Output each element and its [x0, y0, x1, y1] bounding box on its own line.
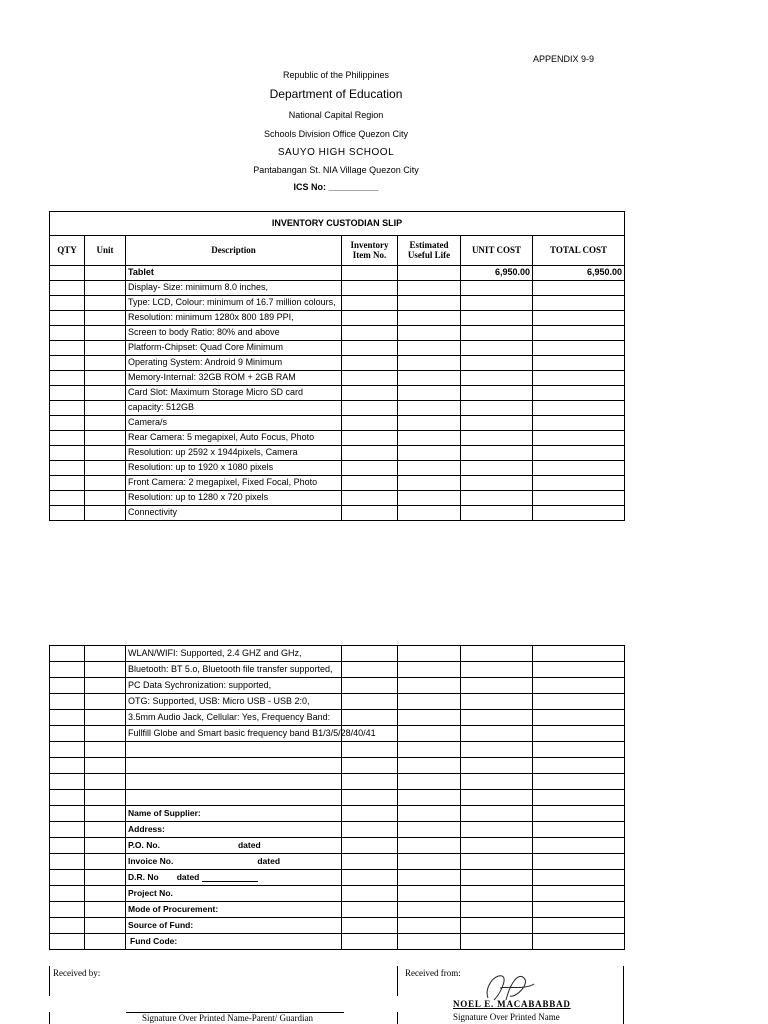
table-cell — [342, 662, 398, 678]
item-description: PC Data Sychronization: supported, — [126, 678, 342, 694]
col-inventory-item-no: Inventory Item No. — [342, 236, 398, 266]
table-row — [50, 476, 625, 491]
table-cell — [50, 386, 85, 401]
table-cell — [398, 446, 461, 461]
supplier-row — [50, 870, 625, 886]
table-cell — [461, 326, 533, 341]
table-row — [50, 461, 625, 476]
table-cell — [461, 758, 533, 774]
table-cell — [342, 678, 398, 694]
table-row — [50, 341, 625, 356]
table-cell — [50, 296, 85, 311]
table-cell — [398, 506, 461, 521]
table-cell — [461, 461, 533, 476]
table-cell — [342, 742, 398, 758]
table-cell — [398, 326, 461, 341]
table-row — [50, 662, 625, 678]
table-cell — [342, 476, 398, 491]
table-cell — [533, 790, 625, 806]
item-description: Resolution: up to 1920 x 1080 pixels — [126, 461, 342, 476]
table-cell — [50, 506, 85, 521]
table-cell — [342, 446, 398, 461]
table-cell — [85, 401, 126, 416]
table-cell — [50, 401, 85, 416]
col-qty: QTY — [50, 236, 85, 266]
table-cell — [342, 646, 398, 662]
item-description — [126, 790, 342, 806]
item-description: Rear Camera: 5 megapixel, Auto Focus, Photo — [126, 431, 342, 446]
table-cell — [342, 774, 398, 790]
table-cell — [398, 431, 461, 446]
table-cell — [342, 371, 398, 386]
table-cell — [461, 662, 533, 678]
table-row — [50, 726, 625, 742]
col-description: Description — [126, 236, 342, 266]
table-row — [50, 790, 625, 806]
table-cell — [398, 726, 461, 742]
table-cell — [398, 694, 461, 710]
right-border — [623, 966, 624, 1024]
table-cell — [50, 758, 85, 774]
table-cell — [398, 646, 461, 662]
table-cell — [342, 386, 398, 401]
po-number-label: P.O. No. — [128, 839, 160, 850]
table-cell — [85, 356, 126, 371]
table-cell — [50, 341, 85, 356]
table-cell — [533, 341, 625, 356]
table-cell — [342, 431, 398, 446]
po-dated-label: dated — [237, 839, 261, 850]
table-cell — [342, 506, 398, 521]
project-number-label: Project No. — [126, 886, 342, 902]
source-of-fund-label: Source of Fund: — [126, 918, 342, 934]
table-row — [50, 416, 625, 431]
table-row — [50, 742, 625, 758]
middle-border-lower — [397, 1012, 398, 1024]
table-cell — [50, 311, 85, 326]
table-cell — [50, 710, 85, 726]
unit-cost-value: 6,950.00 — [461, 266, 533, 281]
table-cell — [461, 341, 533, 356]
table-row — [50, 281, 625, 296]
table-cell — [398, 401, 461, 416]
table-cell — [533, 401, 625, 416]
appendix-label: APPENDIX 9-9 — [533, 54, 595, 64]
dr-dated-label: dated — [176, 871, 200, 882]
table-cell — [533, 431, 625, 446]
fund-code-label: Fund Code: — [126, 934, 342, 950]
table-row — [50, 371, 625, 386]
received-by-label: Received by: — [53, 968, 101, 978]
inventory-table-part1 — [49, 211, 625, 521]
table-cell — [50, 726, 85, 742]
table-cell — [50, 281, 85, 296]
table-cell — [533, 506, 625, 521]
table-cell — [398, 386, 461, 401]
table-cell — [50, 416, 85, 431]
received-by-caption: Signature Over Printed Name-Parent/ Guardian — [142, 1013, 313, 1023]
table-cell — [398, 461, 461, 476]
item-description — [126, 774, 342, 790]
item-description: Front Camera: 2 megapixel, Fixed Focal, Photo — [126, 476, 342, 491]
table-cell — [398, 758, 461, 774]
item-description: Resolution: up to 1280 x 720 pixels — [126, 491, 342, 506]
invoice-number-label: Invoice No. — [128, 855, 174, 866]
table-cell — [85, 341, 126, 356]
item-description: Platform-Chipset: Quad Core Minimum — [126, 341, 342, 356]
item-description: Resolution: up 2592 x 1944pixels, Camera — [126, 446, 342, 461]
table-cell — [85, 311, 126, 326]
table-cell — [533, 774, 625, 790]
table-cell — [533, 311, 625, 326]
left-border — [49, 966, 50, 996]
table-cell — [85, 742, 126, 758]
table-cell — [461, 726, 533, 742]
item-description: Operating System: Android 9 Minimum — [126, 356, 342, 371]
table-cell — [533, 446, 625, 461]
invoice-dated-label: dated — [257, 855, 281, 866]
table-cell — [398, 710, 461, 726]
table-row — [50, 431, 625, 446]
table-cell — [85, 678, 126, 694]
table-cell — [533, 416, 625, 431]
po-label — [126, 838, 342, 854]
item-description — [126, 758, 342, 774]
supplier-row — [50, 902, 625, 918]
table-cell — [50, 371, 85, 386]
item-description: 3.5mm Audio Jack, Cellular: Yes, Frequency Band: — [126, 710, 342, 726]
table-row — [50, 694, 625, 710]
table-cell — [461, 476, 533, 491]
table-cell — [533, 678, 625, 694]
republic-label: Republic of the Philippines — [282, 70, 390, 80]
table-cell — [85, 296, 126, 311]
table-cell — [398, 341, 461, 356]
supplier-row — [50, 838, 625, 854]
table-row — [50, 758, 625, 774]
school-name: SAUYO HIGH SCHOOL — [277, 147, 395, 158]
table-cell — [461, 296, 533, 311]
slip-title: INVENTORY CUSTODIAN SLIP — [50, 212, 625, 236]
table-cell — [342, 461, 398, 476]
item-description: capacity: 512GB — [126, 401, 342, 416]
received-from-label: Received from: — [405, 968, 461, 978]
table-cell — [533, 461, 625, 476]
region-label: National Capital Region — [288, 110, 384, 120]
table-row — [50, 356, 625, 371]
table-cell — [461, 311, 533, 326]
received-from-name: NOEL E. MACABABBAD — [453, 999, 571, 1009]
table-cell — [398, 416, 461, 431]
item-description: Resolution: minimum 1280x 800 189 PPI, — [126, 311, 342, 326]
table-row — [50, 296, 625, 311]
table-cell — [533, 726, 625, 742]
left-border-lower — [49, 1012, 50, 1024]
col-estimated-useful-life: Estimated Useful Life — [398, 236, 461, 266]
supplier-row — [50, 886, 625, 902]
item-description: Display- Size: minimum 8.0 inches, — [126, 281, 342, 296]
table-cell — [85, 386, 126, 401]
table-cell — [398, 296, 461, 311]
table-cell — [50, 790, 85, 806]
table-cell — [398, 678, 461, 694]
table-cell — [461, 446, 533, 461]
mode-of-procurement-label: Mode of Procurement: — [126, 902, 342, 918]
table-cell — [533, 476, 625, 491]
table-cell — [85, 446, 126, 461]
table-row — [50, 326, 625, 341]
table-cell — [50, 446, 85, 461]
table-cell — [398, 790, 461, 806]
table-cell — [461, 491, 533, 506]
table-cell — [50, 662, 85, 678]
table-row — [50, 678, 625, 694]
table-cell — [85, 461, 126, 476]
table-cell — [85, 326, 126, 341]
department-label: Department of Education — [269, 87, 403, 101]
table-row — [50, 446, 625, 461]
table-cell — [461, 281, 533, 296]
table-cell — [342, 326, 398, 341]
table-cell — [342, 710, 398, 726]
table-cell — [85, 694, 126, 710]
table-cell — [342, 281, 398, 296]
middle-border — [397, 966, 398, 996]
table-cell — [342, 416, 398, 431]
table-cell — [50, 461, 85, 476]
table-cell — [533, 386, 625, 401]
table-cell — [50, 694, 85, 710]
table-cell — [342, 491, 398, 506]
inventory-table-part2 — [49, 645, 625, 950]
table-cell — [398, 371, 461, 386]
table-cell — [533, 491, 625, 506]
table-cell — [50, 742, 85, 758]
table-cell — [461, 416, 533, 431]
table-cell — [461, 678, 533, 694]
table-row — [50, 401, 625, 416]
table-cell — [533, 694, 625, 710]
item-description: Bluetooth: BT 5.o, Bluetooth file transfer supported, — [126, 662, 342, 678]
table-cell — [533, 371, 625, 386]
table-cell — [461, 506, 533, 521]
supplier-row — [50, 822, 625, 838]
table-row — [50, 506, 625, 521]
table-cell — [461, 774, 533, 790]
table-cell — [50, 646, 85, 662]
table-cell — [342, 296, 398, 311]
table-cell — [85, 476, 126, 491]
table-cell — [85, 416, 126, 431]
item-description: Type: LCD, Colour: minimum of 16.7 million colours, — [126, 296, 342, 311]
table-cell — [533, 662, 625, 678]
table-cell — [461, 646, 533, 662]
table-cell — [85, 726, 126, 742]
table-cell — [85, 371, 126, 386]
invoice-label — [126, 854, 342, 870]
table-cell — [533, 710, 625, 726]
table-cell — [342, 758, 398, 774]
table-cell — [342, 311, 398, 326]
table-cell — [461, 694, 533, 710]
table-cell — [85, 662, 126, 678]
table-cell — [398, 774, 461, 790]
supplier-row — [50, 806, 625, 822]
item-description: OTG: Supported, USB: Micro USB - USB 2:0, — [126, 694, 342, 710]
item-description: Memory-Internal: 32GB ROM + 2GB RAM — [126, 371, 342, 386]
table-cell — [85, 790, 126, 806]
table-cell — [398, 662, 461, 678]
supplier-row — [50, 918, 625, 934]
table-cell — [461, 401, 533, 416]
received-from-caption: Signature Over Printed Name — [453, 1012, 560, 1022]
table-row — [50, 646, 625, 662]
table-row — [50, 710, 625, 726]
item-description: Card Slot: Maximum Storage Micro SD card — [126, 386, 342, 401]
table-cell — [342, 341, 398, 356]
supplier-address-label: Address: — [126, 822, 342, 838]
table-cell — [85, 491, 126, 506]
total-cost-value: 6,950.00 — [533, 266, 625, 281]
table-cell — [533, 326, 625, 341]
item-description: Fullfill Globe and Smart basic frequency band B1/3/5/28/40/41 — [126, 726, 342, 742]
table-row — [50, 386, 625, 401]
table-row — [50, 311, 625, 326]
supplier-name-label: Name of Supplier: — [126, 806, 342, 822]
item-description — [126, 742, 342, 758]
ics-number: ICS No: __________ — [293, 182, 379, 192]
table-cell — [50, 491, 85, 506]
dr-number-label: D.R. No — [128, 871, 159, 882]
supplier-row — [50, 854, 625, 870]
table-cell — [50, 326, 85, 341]
table-cell — [342, 790, 398, 806]
col-total-cost: TOTAL COST — [533, 236, 625, 266]
table-cell — [533, 646, 625, 662]
table-cell — [398, 491, 461, 506]
table-cell — [342, 401, 398, 416]
table-cell — [85, 431, 126, 446]
item-description: Connectivity — [126, 506, 342, 521]
table-cell — [85, 506, 126, 521]
table-cell — [342, 694, 398, 710]
col-unit-cost: UNIT COST — [461, 236, 533, 266]
table-cell — [398, 356, 461, 371]
table-cell — [533, 281, 625, 296]
item-description: WLAN/WIFI: Supported, 2.4 GHZ and GHz, — [126, 646, 342, 662]
table-cell — [85, 281, 126, 296]
table-cell — [461, 386, 533, 401]
table-cell — [533, 356, 625, 371]
table-row — [50, 774, 625, 790]
school-address: Pantabangan St. NIA Village Quezon City — [253, 165, 419, 175]
item-description: Camera/s — [126, 416, 342, 431]
table-row — [50, 491, 625, 506]
division-label: Schools Division Office Quezon City — [264, 129, 408, 139]
table-cell — [461, 356, 533, 371]
table-cell — [461, 710, 533, 726]
table-cell — [50, 431, 85, 446]
supplier-row — [50, 934, 625, 950]
col-unit: Unit — [85, 236, 126, 266]
table-cell — [398, 281, 461, 296]
table-cell — [85, 646, 126, 662]
table-cell — [461, 742, 533, 758]
table-cell — [342, 356, 398, 371]
table-cell — [85, 710, 126, 726]
table-cell — [50, 774, 85, 790]
table-cell — [461, 371, 533, 386]
table-cell — [85, 758, 126, 774]
table-cell — [398, 742, 461, 758]
item-description: Screen to body Ratio: 80% and above — [126, 326, 342, 341]
table-cell — [50, 678, 85, 694]
table-cell — [50, 356, 85, 371]
table-cell — [533, 742, 625, 758]
table-cell — [398, 476, 461, 491]
table-cell — [85, 774, 126, 790]
table-cell — [50, 476, 85, 491]
table-cell — [461, 431, 533, 446]
dr-label — [126, 870, 342, 886]
table-row — [50, 266, 625, 281]
table-cell — [533, 758, 625, 774]
table-cell — [398, 311, 461, 326]
item-description: Tablet — [126, 266, 342, 281]
table-cell — [533, 296, 625, 311]
table-cell — [461, 790, 533, 806]
